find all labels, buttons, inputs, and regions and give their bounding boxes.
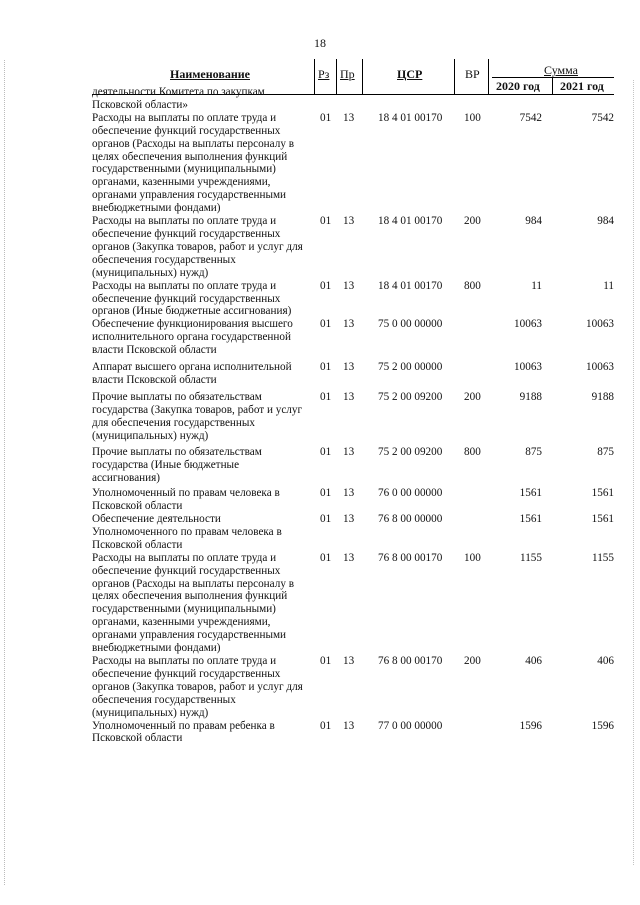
- row-name: Уполномоченный по правам ребенка в Псковской области: [92, 719, 275, 745]
- row-pr: 13: [343, 279, 355, 292]
- table-row: [92, 552, 614, 655]
- row-name: Расходы на выплаты по оплате труда и обеспечение функций государственных органов (Расходы на выплаты персоналу в целях обеспечения выполнения функций государственными (муниципальными) органами, казенными учреждениями, органами управления государственными внебюджетными фондами): [92, 551, 294, 655]
- row-sum-2021: 11: [603, 279, 614, 292]
- row-sum-2021: 875: [597, 446, 614, 459]
- header-sum: Сумма: [544, 63, 578, 77]
- row-csr: 77 0 00 00000: [378, 719, 443, 732]
- table-row: [92, 655, 614, 720]
- row-sum-2021: 10063: [586, 318, 614, 331]
- row-sum-2021: 1596: [591, 719, 614, 732]
- row-csr: 18 4 01 00170: [378, 215, 443, 228]
- row-sum-2020: 1155: [520, 551, 542, 564]
- table-row: [92, 513, 614, 552]
- row-sum-2020: 1561: [519, 513, 542, 525]
- scan-edge-left: [4, 60, 6, 885]
- row-rz: 01: [320, 654, 332, 667]
- row-sum-2020: 1561: [519, 487, 542, 500]
- row-sum-2020: 875: [525, 446, 542, 459]
- row-rz: 01: [320, 111, 332, 124]
- row-name: деятельности Комитета по закупкам Псковской области»: [92, 86, 265, 111]
- row-rz: 01: [320, 390, 332, 403]
- row-pr: 13: [343, 654, 355, 667]
- row-sum-2020: 11: [531, 279, 542, 292]
- row-pr: 13: [343, 487, 355, 500]
- row-csr: 75 2 00 09200: [378, 446, 443, 459]
- row-csr: 18 4 01 00170: [378, 279, 443, 292]
- row-name: Аппарат высшего органа исполнительной власти Псковской области: [92, 361, 292, 386]
- row-sum-2020: 984: [525, 215, 542, 228]
- header-vr: ВР: [465, 67, 480, 81]
- row-vr: 200: [464, 654, 481, 667]
- row-csr: 75 2 00 09200: [378, 390, 443, 403]
- header-year-2020: 2020 год: [496, 79, 540, 93]
- table-row: [92, 446, 614, 485]
- row-rz: 01: [320, 318, 332, 331]
- row-name: Обеспечение функционирования высшего исполнительного органа государственной власти Псковской области: [92, 318, 293, 357]
- row-vr: 800: [464, 446, 481, 459]
- row-sum-2020: 10063: [514, 318, 542, 331]
- row-vr: 200: [464, 215, 481, 228]
- row-pr: 13: [343, 513, 355, 525]
- row-sum-2020: 9188: [519, 390, 542, 403]
- row-sum-2021: 1561: [591, 513, 614, 525]
- header-pr: Пр: [340, 67, 355, 81]
- row-name: Расходы на выплаты по оплате труда и обеспечение функций государственных органов (Расходы на выплаты персоналу в целях обеспечения выполнения функций государственными (муниципальными) органами, казенными учреждениями, органами управления государственными внебюджетными фондами): [92, 111, 294, 215]
- header-csr: ЦСР: [397, 67, 423, 81]
- header-sum-underline: [492, 77, 614, 78]
- table-row: [92, 318, 614, 357]
- header-name: Наименование: [170, 67, 250, 81]
- row-pr: 13: [343, 111, 355, 124]
- row-csr: 76 8 00 00170: [378, 551, 443, 564]
- table-row: [92, 112, 614, 215]
- row-rz: 01: [320, 513, 332, 525]
- row-sum-2020: 7542: [519, 111, 542, 124]
- row-csr: 18 4 01 00170: [378, 111, 443, 124]
- row-rz: 01: [320, 487, 332, 500]
- scan-edge-right: [633, 80, 635, 865]
- table-row: [92, 215, 614, 280]
- table-row: [92, 361, 614, 387]
- row-name: Обеспечение деятельности Уполномоченного по правам человека в Псковской области: [92, 513, 282, 551]
- row-vr: 800: [464, 279, 481, 292]
- row-name: Расходы на выплаты по оплате труда и обеспечение функций государственных органов (Закупка товаров, работ и услуг для обеспечения государственных (муниципальных) нужд): [92, 215, 303, 279]
- row-csr: 76 8 00 00000: [378, 513, 443, 525]
- row-sum-2021: 406: [597, 654, 614, 667]
- row-pr: 13: [343, 318, 355, 331]
- row-csr: 76 8 00 00170: [378, 654, 443, 667]
- row-name: Прочие выплаты по обязательствам государства (Закупка товаров, работ и услуг для обеспечения государственных (муниципальных) нужд): [92, 390, 303, 442]
- row-sum-2021: 984: [597, 215, 614, 228]
- row-name: Прочие выплаты по обязательствам государства (Иные бюджетные ассигнования): [92, 446, 262, 485]
- row-sum-2021: 1561: [591, 487, 614, 500]
- row-sum-2021: 9188: [591, 390, 614, 403]
- row-pr: 13: [343, 215, 355, 228]
- table-row: [92, 720, 614, 746]
- row-sum-2021: 7542: [591, 111, 614, 124]
- row-sum-2021: 10063: [586, 361, 614, 374]
- table-row: [92, 487, 614, 513]
- table-row: [92, 86, 614, 112]
- row-vr: 100: [464, 551, 481, 564]
- row-name: Уполномоченный по правам человека в Псковской области: [92, 487, 280, 513]
- row-pr: 13: [343, 390, 355, 403]
- row-sum-2020: 1596: [519, 719, 542, 732]
- row-pr: 13: [343, 551, 355, 564]
- row-rz: 01: [320, 551, 332, 564]
- page-number: 18: [314, 36, 326, 50]
- row-vr: 100: [464, 111, 481, 124]
- row-csr: 75 0 00 00000: [378, 318, 443, 331]
- row-name: Расходы на выплаты по оплате труда и обеспечение функций государственных органов (Иные бюджетные ассигнования): [92, 279, 292, 318]
- row-pr: 13: [343, 446, 355, 459]
- row-pr: 13: [343, 719, 355, 732]
- table-row: [92, 391, 614, 443]
- row-sum-2021: 1155: [592, 551, 614, 564]
- row-rz: 01: [320, 215, 332, 228]
- header-year-2021: 2021 год: [560, 79, 604, 93]
- row-csr: 76 0 00 00000: [378, 487, 443, 500]
- row-vr: 200: [464, 390, 481, 403]
- table-row: [92, 280, 614, 319]
- row-sum-2020: 10063: [514, 361, 542, 374]
- row-pr: 13: [343, 361, 355, 374]
- row-rz: 01: [320, 719, 332, 732]
- header-rz: Рз: [318, 67, 330, 81]
- row-name: Расходы на выплаты по оплате труда и обеспечение функций государственных органов (Закупка товаров, работ и услуг для обеспечения государственных (муниципальных) нужд): [92, 654, 303, 719]
- row-csr: 75 2 00 00000: [378, 361, 443, 374]
- row-sum-2020: 406: [525, 654, 542, 667]
- table-body: [92, 86, 614, 745]
- row-rz: 01: [320, 279, 332, 292]
- row-rz: 01: [320, 361, 332, 374]
- row-rz: 01: [320, 446, 332, 459]
